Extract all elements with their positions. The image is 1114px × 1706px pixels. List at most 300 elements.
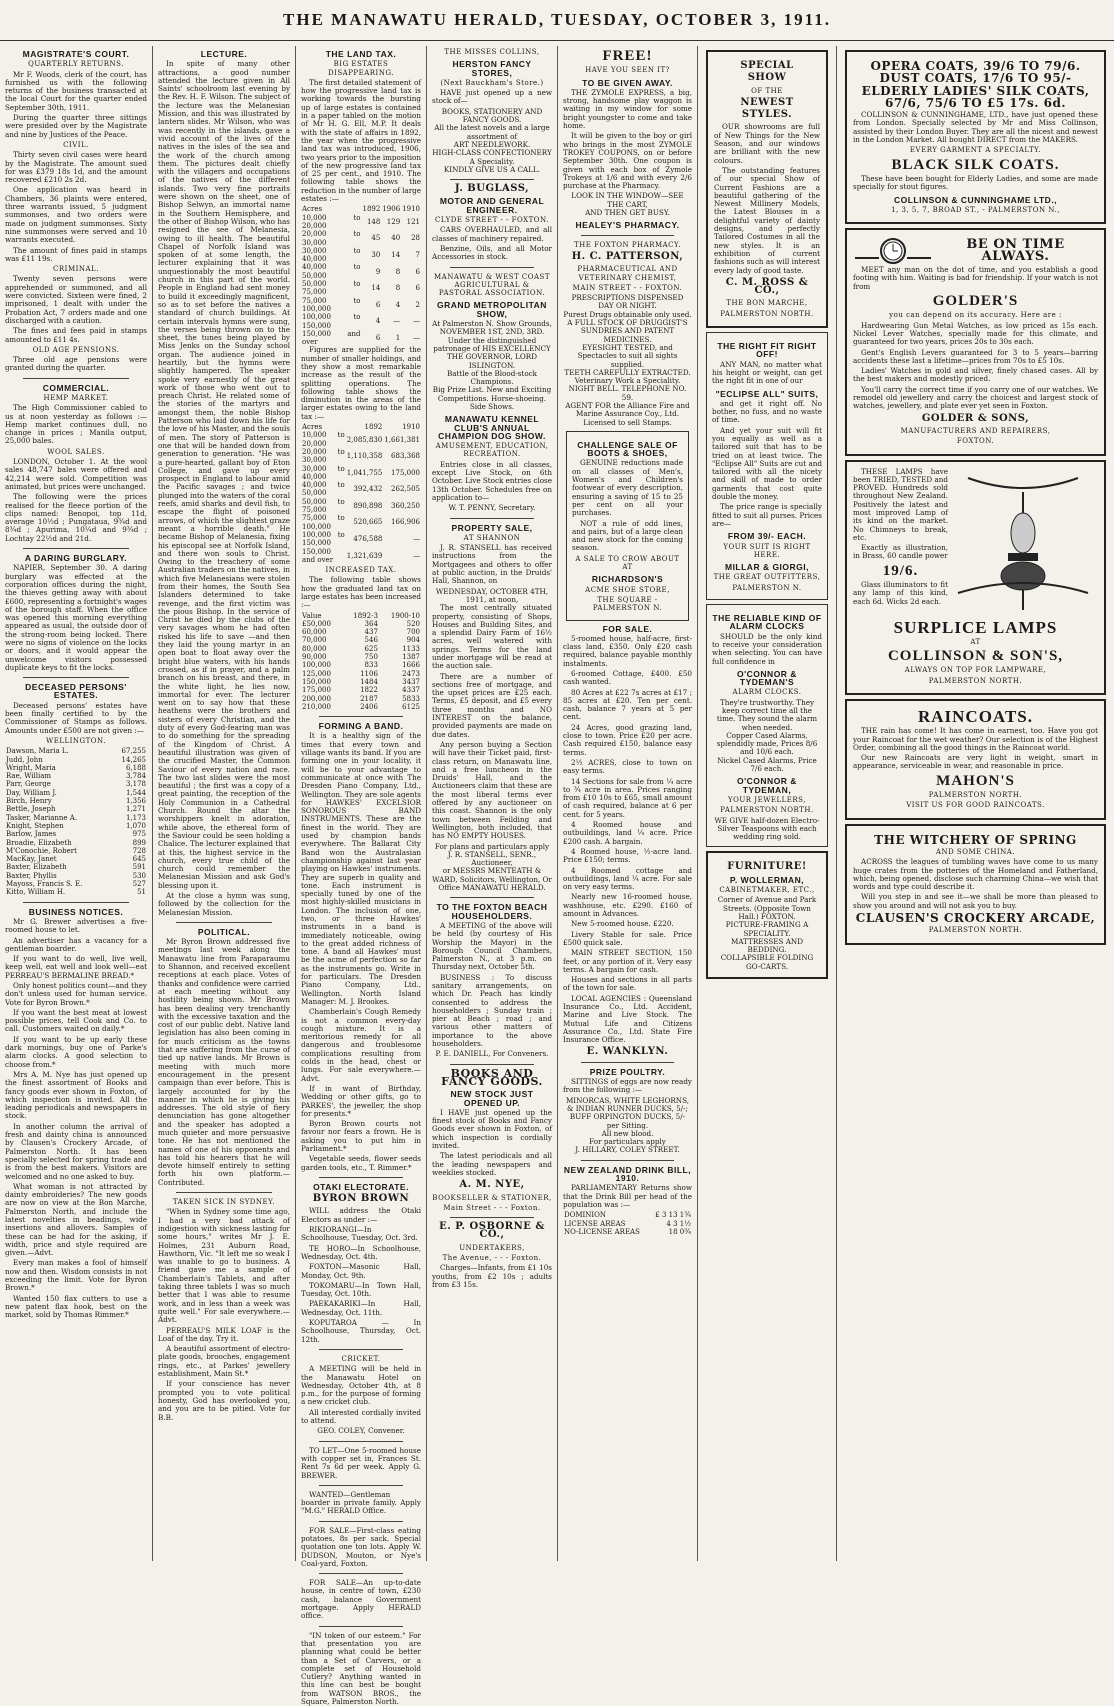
ad-line: AT: [970, 637, 981, 646]
table-header-cell: Acres: [302, 205, 323, 214]
paragraph: Wanted 150 flax cutters to use a new patent flax hook, best on the market, sold by Thomas Rimmer.*: [5, 1293, 147, 1320]
table-cell: Barlow, James: [6, 830, 57, 839]
ad-title: ALWAYS.: [981, 249, 1050, 265]
table-cell: 10,000 to 20,000: [302, 431, 345, 448]
table-cell: 2187: [360, 694, 378, 703]
table-cell: 200,000: [302, 694, 331, 703]
table-cell: 437: [364, 628, 378, 637]
table-cell: 14: [391, 250, 401, 259]
paragraph: Hardwearing Gun Metal Watches, as low priced as 15s each. Nickel Lever Watches, specially made for this climate, and guaranteed for two years, prices 20s to 30s each.: [853, 320, 1098, 347]
divider: [23, 902, 129, 903]
paragraph: The first detailed statement of how the progressive land tax is working towards the bursting up of large estates is contained in a paper tabled on the motion of Mr H. G. Ell, M.P. It deals with the state of affairs in 1892, the year when the progressive land tax was introduced, 1906, two years prior to the imposition of the new progressive land tax of 25 per cent., and 1910. The following table shows the reduction in the number of large estates :—: [301, 77, 421, 204]
table-cell: 520: [406, 619, 420, 628]
paragraph: Gent's English Levers guaranteed for 3 to 5 years—barring accidents these last a lifetime—prices from 70s to £5 10s.: [853, 347, 1098, 365]
headline: BUSINESS NOTICES.: [28, 906, 124, 917]
table-cell: 1,041,755: [346, 468, 383, 477]
table-row: [5, 756, 147, 764]
masthead: THE MANAWATU HERALD, TUESDAY, OCTOBER 3, 1911.: [0, 0, 1114, 41]
table-cell: 9: [375, 267, 381, 276]
ad-line: you can depend on its accuracy. Here are :: [889, 311, 1062, 320]
table-row: [301, 645, 421, 653]
table-header-row: [301, 423, 421, 431]
table-header-cell: 1892-3: [353, 611, 378, 620]
paragraph: Entries close in all classes, except Live Stock, on 6th October. Live Stock entries close 13th October. Schedules free on application to—: [432, 459, 553, 502]
ad-signature: C. M. ROSS & CO.,: [725, 276, 809, 297]
divider: [319, 1485, 403, 1486]
headline: LECTURE.: [200, 49, 248, 59]
table-cell: Knight, Stephen: [6, 821, 64, 830]
table-cell: —: [413, 535, 420, 544]
table-row: [301, 330, 421, 347]
ad-line: TEETH CAREFULLY EXTRACTED.: [564, 367, 691, 377]
table-row: [301, 531, 421, 548]
ad-title: OF THE: [751, 86, 783, 95]
table-cell: 1,110,358: [346, 452, 383, 461]
ad-box-opera-coats: [845, 50, 1106, 224]
ad-line: All the latest novels and a large assortment of: [434, 123, 550, 141]
table-cell: 40,000 to 50,000: [302, 263, 361, 280]
divider: [450, 179, 534, 180]
table-cell: 4: [395, 300, 401, 309]
table-cell: 6: [415, 267, 420, 276]
table-cell: 1484: [360, 677, 378, 686]
ad-subtitle: THE GREAT OUTFITTERS,: [713, 573, 821, 582]
ad-title: A. M. NYE,: [459, 1179, 525, 1191]
table-cell: 2473: [402, 669, 420, 678]
ad-box-challenge-sale: [566, 431, 689, 621]
table-cell: Parr, George: [6, 780, 51, 789]
ad-title: STYLES.: [741, 109, 793, 121]
table-row: [301, 653, 421, 661]
ad-line: LOOK IN THE WINDOW—SEE THE CART,: [571, 191, 684, 209]
paragraph: and get it right off. No bother, no fuss, and no waste of time.: [712, 398, 822, 425]
signature: GEO. COLEY, Convener.: [317, 1426, 405, 1436]
ad-title: MANAWATU & WEST COAST AGRICULTURAL & PASTORAL ASSOCIATION.: [434, 272, 550, 298]
table-row: [5, 855, 147, 863]
divider: [450, 897, 534, 898]
ad-address: The Avenue, - - - Foxton.: [442, 1254, 542, 1262]
table-row: [301, 695, 421, 703]
subheading: WELLINGTON.: [46, 736, 106, 745]
table-row: [301, 481, 421, 498]
ad-line: A FULL STOCK OF DRUGGIST'S SUNDRIES AND PATENT MEDICINES.: [567, 318, 688, 344]
price: 19/6.: [882, 562, 919, 579]
table-cell: 728: [132, 846, 146, 855]
table-row: [301, 620, 421, 628]
divider: [319, 1626, 403, 1627]
table-cell: 262,505: [391, 485, 420, 494]
table-cell: 20,000 to 30,000: [302, 447, 345, 465]
table-cell: —: [413, 333, 420, 342]
table-row: [301, 514, 421, 531]
headline: THE LAND TAX.: [325, 49, 397, 59]
list-item: TOKOMARU—In Town Hall, Tuesday, Oct. 10th.: [301, 1280, 421, 1299]
table-row: [5, 847, 147, 855]
estates-area-table: [301, 423, 421, 564]
paragraph: COLLINSON & CUNNINGHAME, LTD., have just opened these from London. Specially selected by Mr and Miss Collinson, assisted by their London Buyer. They are all the nicest and newest in the London Market. All bought DIRECT from the MAKERS.: [853, 110, 1098, 145]
table-cell: 750: [364, 653, 378, 662]
paragraph: THESE LAMPS have been TRIED, TESTED and PROVED. Hundreds sold throughout New Zealand. Positively the latest and most improved Lamp of its kind on the market. No Chimneys to break, etc.: [853, 466, 948, 542]
divider: [319, 1177, 403, 1178]
table-row: [5, 747, 147, 755]
ad-box-witchery-of-spring: [845, 824, 1106, 945]
table-row: [301, 548, 421, 565]
ad-line: HIGH-CLASS CONFECTIONERY: [432, 148, 552, 158]
paragraph: In spite of many other attractions, a good number attended the lecture given in All Saints' schoolroom last evening by the Rev. H. F. Wilson. The subject of the lecture was the Melanesian Mission, and this was illustrated by lantern slides. Mr Wilson, who was was recently in the islands, gave a vivid account of the lives of the natives in the isles of the sea and the work of the church among them. The pictures dealt chiefly with the villagers and occupations of the natives of the different islands. Two very fine portraits were shown on the sheet, one of Bishop Selwyn, an immortal name in the Southern Hemisphere, and the other of Bishop Wilson, who has resigned the see of Melanesia, owing to ill health. The beautiful Chapel of Norfolk Island was spoken of at some length, the lecturer explaining that it was unquestionably the most beautiful church in this part of the world. People in England had sent money to build it exceedingly magnificent, so as to set before the natives a standard of church buildings. At certain intervals hymns were sung, the verses being thrown on to the sheet, the tunes being played by Miss Jenks on the Sunday school organ. The audience joined in heartily, but the hymns were slightly hampered. The speaker spoke very earnestly of the great work of those who went out to preach Christ. He related some of the stories of the martyrs and amongst them, the noble Bishop Patterson who laid down his life for the love of his Master, and the souls of men. The story of Patterson is one that will be handed down from generation to generation. "He was a pure-hearted, gallant boy of Eton College, and gave up every prospect in England to labour amid the Pacific savages ; and twice plunged into the waters of the coral reefs, amid sharks and devil fish, to escape the flight of poisoned arrows, of which the slightest graze meant a horrible death." He became Bishop of Melanesia, fixing his episcopal see at Norfolk Island, and there won souls to Christ. Owing to the treachery of some Australian traders on the natives, in which five Melanesians were stolen from their homes, the South Sea Islanders determined to take revenge, and the first victim was the pious Bishop. In the service of Christ he died by the clubs of the very savages whom he had often risked his life to save —and then they laid the young martyr in an open boat to float away over the bright blue waters, with his hands crossed, as if in prayer, and a palm branch on his breast, and there, in the white light, he lies now, immortal for ever. The lecturer went on to say how that these heathens were the brothers and sisters of every Christian, and the duty of every God-fearing man was to do something for the spreading of the Kingdom of Christ. A beautiful illustration was given of the crucified Master, the Common Saviour of every nation and race. The two last slides were the most beautiful ; the first was a copy of a great painting, the reception of the Holy Communion in a Cathedral Church. Round the altar the worshippers knelt in adoration, while above, the ethereal form of the Saviour could be seen holding a Chalice. The lecturer explained that at this, the highest service in the church, every true child of the church could remember the Melanesian Mission and ask God's blessing upon it.: [158, 59, 290, 890]
paragraph: The latest periodicals and all the leading newspapers and weeklies stocked.: [432, 1151, 552, 1177]
table-cell: 527: [132, 880, 146, 889]
table-cell: Bettle, Joseph: [6, 805, 56, 814]
ad-title: TO THE FOXTON BEACH HOUSEHOLDERS.: [436, 902, 548, 921]
ad-subtitle: TO BE GIVEN AWAY.: [582, 77, 673, 88]
paragraph: NOT a rule of odd lines, and pairs, but of a large clean and new stock for the coming season.: [572, 518, 683, 553]
ad-line: "ECLIPSE ALL" SUITS,: [715, 388, 819, 399]
drink-bill-table: [563, 1211, 692, 1236]
ad-title: THE FOXTON PHARMACY.: [574, 240, 681, 249]
ad-title: BOOKS AND FANCY GOODS.: [441, 1066, 543, 1088]
table-cell: 530: [132, 871, 146, 880]
paragraph: Deceased persons' estates have been finally certified to by the Commissioner of Stamps as follows. Amounts under £500 are not given :—: [5, 700, 147, 735]
signature: J. HILLARY, COLEY STREET.: [575, 1145, 680, 1155]
table-cell: 50,000 to 75,000: [302, 497, 345, 515]
table-cell: 30,000 to 40,000: [302, 464, 345, 481]
ad-title: BE ON TIME: [966, 236, 1065, 252]
table-cell: 70,000: [302, 636, 327, 645]
table-cell: NO-LICENSE AREAS: [564, 1227, 640, 1236]
table-cell: 100,000 to 150,000: [302, 530, 345, 548]
paragraph: It will be given to the boy or girl who brings in the most ZYMOLE TROKEY COUPONS, on or before September 30th. One coupon is given with each box of Zymole Trokeys at 1/6 and with every 2/6 purchase at the Pharmacy.: [563, 131, 692, 191]
headline: OTAKI ELECTORATE.: [313, 1181, 409, 1192]
ad-title: FURNITURE!: [727, 861, 807, 873]
table-cell: Wright, Maria: [6, 763, 56, 772]
ad-title: SURPLICE LAMPS: [893, 617, 1058, 637]
list-item: FOXTON—Masonic Hall, Monday, Oct. 9th.: [301, 1262, 421, 1280]
ad-title: O'CONNOR & TYDEMAN'S: [737, 668, 797, 688]
divider: [176, 1192, 272, 1193]
ad-subtitle: AT SHANNON: [463, 533, 521, 542]
paragraph: Mr G. Brewer advertises a five-roomed house to let.: [5, 916, 147, 935]
divider: [176, 922, 272, 923]
classified-ad: TO LET—One 5-roomed house with copper set in, Frances St. Rent 7s 6d per week. Apply G. BREWER.: [301, 1445, 421, 1480]
classified-ad: FOR SALE—An up-to-date house, in centre of town, £230 cash, balance Government mortgage. Apply HERALD office.: [301, 1578, 421, 1621]
table-row: [301, 230, 421, 247]
table-row: [5, 780, 147, 788]
list-item: RIKIORANGI—In Schoolhouse, Tuesday, Oct. 3rd.: [301, 1225, 418, 1243]
table-cell: Judd, John: [6, 755, 43, 764]
list-item: 6-roomed Cottage, £400. £50 cash wanted.: [563, 669, 692, 687]
table-cell: —: [413, 551, 420, 560]
lamp-ad-text: [853, 468, 948, 618]
ad-box-surplice-lamps: [845, 460, 1106, 695]
table-cell: 14,265: [121, 755, 146, 764]
ad-line: Purest Drugs obtainable only used.: [563, 309, 692, 319]
ad-signature: CLAUSEN'S CROCKERY ARCADE,: [855, 911, 1096, 926]
table-row: [5, 772, 147, 780]
table-row: [5, 822, 147, 830]
paragraph: You'll carry the correct time if you carry one of our watches. We remodel old jewellery and carry the choicest and largest stock of watches, jewellery, and plate ever yet seen in Foxton.: [853, 384, 1098, 411]
paragraph: A MEETING of the above will be held (by courtesy of His Worship the Mayor) in the Borough Council Chambers, Palmerston N., at 3 p.m. on Thursday next, October 5th.: [432, 920, 552, 972]
table-header-cell: 1910: [402, 205, 420, 214]
ad-subtitle: ACME SHOE STORE,: [585, 585, 670, 594]
list-item: New 5-roomed house. £220.: [571, 919, 674, 929]
list-item: 80 Acres at £22 7s acres at £17 ; 85 acres at £20. Ten per cent. cash, balance 7 years at 5 per cent.: [563, 687, 692, 722]
table-cell: 3,178: [125, 780, 146, 789]
divider: [581, 1062, 674, 1063]
table-row: [301, 636, 421, 644]
ad-line: PRESCRIPTIONS DISPENSED DAY OR NIGHT.: [571, 293, 684, 311]
ad-box-alarm-clocks: [706, 604, 828, 847]
ad-signature: COLLINSON & SON'S,: [887, 648, 1064, 665]
signature: J. R. STANSELL, SENR., Auctioneer,: [447, 849, 537, 868]
table-row: [301, 670, 421, 678]
table-cell: DOMINION: [564, 1211, 607, 1220]
ad-line: MINORCAS, WHITE LEGHORNS, & INDIAN RUNNER DUCKS, 5/-; BUFF ORPINGTON DUCKS, 5/- per Sitting.: [565, 1095, 690, 1130]
paragraph: In another column the arrival of fresh and dainty china is announced by Clausen's Crockery Arcade, of Palmerston North. It has been specially selected for spring trade and is from the best makers. Visitors are welcomed and no one asked to buy.: [5, 1121, 147, 1181]
ad-subtitle: BOOKSELLER & STATIONER,: [432, 1193, 552, 1202]
table-cell: 1822: [360, 686, 378, 695]
ad-subtitle: AMUSEMENT, EDUCATION, RECREATION.: [435, 442, 549, 459]
table-cell: 1387: [402, 653, 420, 662]
table-cell: 40: [391, 234, 401, 243]
ad-subtitle: YOUR JEWELLERS,: [728, 795, 806, 804]
table-row: [301, 678, 421, 686]
ad-address: MAIN STREET - - FOXTON.: [572, 283, 683, 292]
ad-title: OPERA COATS, 39/6 TO 79/6.: [870, 59, 1081, 73]
ad-box-be-on-time: [845, 228, 1106, 455]
table-row: [301, 297, 421, 314]
table-cell: 50,000 to 75,000: [302, 280, 361, 297]
table-cell: 2,085,830: [346, 435, 383, 444]
table-cell: 360,250: [391, 501, 420, 510]
table-cell: 14: [371, 284, 381, 293]
ad-box-special-show: [706, 50, 828, 328]
paragraph: Chamberlain's Cough Remedy is not a common every-day cough mixture. It is a meritorious remedy for all dangerous and troublesome complications resulting from colds in the head, chest or lungs. For sale everywhere.—Advt.: [301, 1007, 421, 1083]
table-cell: Broadie, Elizabeth: [6, 838, 72, 847]
divider: [23, 378, 129, 379]
signature: P. E. DANIELL, For Conveners.: [435, 1049, 549, 1059]
ad-title: SHOW: [747, 72, 787, 84]
paragraph: If you want to be up early these dark mornings, buy one of Parke's alarm clocks. A good selection to choose from.*: [5, 1034, 147, 1069]
paragraph: Benzine, Oils, and all Motor Accessories in stock.: [432, 243, 552, 262]
table-cell: 591: [132, 863, 146, 872]
table-cell: 1,356: [125, 797, 146, 806]
paragraph: ANY MAN, no matter what his height or weight, can get the right fit in one of our: [712, 359, 822, 386]
table-header-row: [301, 612, 421, 620]
signature: W. T. PENNY, Secretary.: [448, 503, 536, 513]
ad-line: YOUR SUIT IS RIGHT HERE.: [723, 542, 811, 559]
table-header-cell: Value: [302, 611, 322, 620]
paragraph: If you want the best meat at lowest possible prices, tell Cook and Co. to call. Customers waited on daily.*: [5, 1007, 147, 1034]
paragraph: The High Commissioner cabled to us at noon yesterday as follows :—Hemp market continues dull, no change in prices ; Manila output, 25,000 bales.: [5, 403, 147, 446]
paragraph: LOCAL AGENCIES : Queensland Insurance Co., Ltd. Accident, Marine and Live Stock. The Mutual Life and Citizens Assurance Co., Ltd. State Fire Insurance Office.: [563, 993, 692, 1045]
ad-line: MATTRESSES AND BEDDING.: [731, 936, 803, 955]
table-cell: 833: [364, 661, 378, 670]
paragraph: Mrs A. M. Nye has just opened up the finest assortment of Books and fancy goods ever shown in Foxton, of which inspection is invited. All the leading periodicals and newspapers in stock.: [5, 1069, 147, 1121]
paragraph: The following table shows how the graduated land tax on large estates has been increased :—: [301, 575, 421, 610]
paragraph: OUR showrooms are full of New Things for the New Season, and our windows are brilliant with the new colours.: [714, 122, 820, 165]
headline: FORMING A BAND.: [318, 721, 404, 732]
ad-subtitle: CABINETMAKER, ETC.,: [719, 886, 815, 895]
table-cell: Tasker, Marianne A.: [6, 813, 78, 822]
estates-table: [5, 747, 147, 896]
table-cell: 210,000: [302, 702, 331, 711]
table-cell: 904: [406, 636, 420, 645]
table-cell: 100,000 to 150,000: [302, 313, 361, 330]
paragraph: If in want of Birthday, Wedding or other gifts, go to PARKES', the jeweller, the shop for presents.*: [301, 1083, 421, 1118]
signature: E. WANKLYN.: [586, 1046, 669, 1058]
table-cell: 6: [375, 333, 381, 342]
paragraph: PARLIAMENTARY Returns show that the Drink Bill per head of the population was :—: [563, 1183, 692, 1209]
table-row: [563, 1220, 692, 1228]
table-cell: 166,906: [391, 518, 420, 527]
sale-list: [563, 635, 692, 993]
ad-note: (Next Bauckham's Store.): [440, 78, 544, 87]
paragraph: Charges—Infants, from £1 10s youths, from £2 10s ; adults from £3 15s.: [432, 1263, 552, 1289]
ad-title: P. WOLLERMAN,: [729, 874, 805, 885]
column-4: [427, 46, 557, 1561]
table-cell: —: [393, 317, 401, 326]
ad-title: MANAWATU KENNEL CLUB'S ANNUAL CHAMPION DOG SHOW.: [438, 414, 546, 441]
ad-line: BOOKS, STATIONERY AND FANCY GOODS.: [441, 106, 543, 125]
table-row: [301, 498, 421, 515]
table-cell: 1,271: [125, 805, 146, 814]
table-cell: 90,000: [302, 653, 327, 662]
ad-line: For plans and particulars apply: [434, 841, 550, 851]
table-row: [5, 797, 147, 805]
list-item: Houses and sections in all parts of the town for sale.: [563, 975, 692, 993]
ad-line: AGENT FOR the Alliance Fire and Marine Assurance Coy., Ltd.: [565, 400, 690, 419]
ad-subtitle: PHARMACEUTICAL AND VETERINARY CHEMIST,: [577, 265, 678, 282]
ad-line: Nickel Cased Alarms, Price 7/6 each.: [717, 755, 817, 774]
paragraph: I HAVE just opened up the finest stock of Books and Fancy Goods ever shown in Foxton, of which inspection is cordially invited.: [432, 1107, 552, 1151]
ad-line: Corner of Avenue and Park Streets. (Opposite Town Hall.) FOXTON.: [717, 895, 817, 921]
paragraph: The fines and fees paid in stamps amounted to £11 4s.: [5, 326, 147, 344]
ad-subtitle: UNDERTAKERS,: [459, 1243, 525, 1252]
table-cell: 5833: [402, 694, 420, 703]
ad-title: H. C. PATTERSON,: [571, 250, 684, 262]
table-cell: 975: [132, 830, 146, 839]
table-cell: 6125: [402, 702, 420, 711]
ad-title: PROPERTY SALE,: [451, 522, 533, 533]
divider: [450, 267, 534, 268]
column-1: [0, 46, 152, 1561]
table-cell: 3437: [402, 677, 420, 686]
table-cell: 175,000: [302, 686, 331, 695]
paragraph: During the quarter three sittings were presided over by the Magistrate and nine by Justices of the Peace.: [5, 113, 147, 139]
table-cell: 392,432: [353, 485, 383, 494]
ad-line: Battle of the Blood-stock Champions.: [446, 368, 538, 387]
table-cell: 2: [415, 300, 420, 309]
table-cell: 1666: [402, 661, 420, 670]
table-cell: 1133: [402, 644, 420, 653]
table-cell: 129: [386, 217, 401, 226]
table-row: [563, 1211, 692, 1219]
table-cell: 4: [375, 317, 381, 326]
table-cell: 20,000 to 30,000: [302, 230, 361, 247]
paragraph: BUSINESS : To discuss sanitary arrangements, on which Dr. Peach has kindly consented to address the householders ; Sunday train ; pier at Beach ; road ; and various other matters of importance to the above householders.: [432, 972, 552, 1049]
table-row: [5, 872, 147, 880]
ad-title: THE RELIABLE KIND OF ALARM CLOCKS: [712, 613, 822, 632]
table-cell: 4 3 1½: [666, 1219, 691, 1228]
paragraph: Only honest politics count—and they don't unless used for human service. Vote for Byron Brown.*: [5, 980, 147, 1007]
table-cell: £50,000: [302, 619, 331, 628]
ad-box-furniture: [706, 851, 828, 979]
ad-address: 1, 3, 5, 7, BROAD ST., - PALMERSTON N.,: [891, 205, 1060, 214]
paragraph: Twenty seven persons were apprehended or summoned, and all were convicted. Sixteen were fined, 2 imprisoned, 1 dealt with under the Probation Act, 7 orders made and one discharged with a caution.: [5, 274, 147, 325]
table-row: [301, 313, 421, 330]
table-cell: 80,000: [302, 644, 327, 653]
table-row: [301, 703, 421, 711]
paragraph: LONDON, October 1. At the wool sales 48,747 bales were offered and 42,214 were sold. Competition was animated, but prices were unchanged.: [5, 457, 147, 491]
divider: [23, 548, 129, 549]
table-cell: LICENSE AREAS: [564, 1219, 626, 1228]
paragraph: Every man makes a fool of himself now and then. Wisdom consists in not exceeding the limit. Vote for Byron Brown.*: [5, 1258, 147, 1293]
table-cell: 8: [395, 284, 401, 293]
ad-box-right-fit: [706, 332, 828, 600]
table-row: [5, 863, 147, 871]
table-cell: 150,000: [302, 677, 331, 686]
paragraph: A beautiful assortment of electro-plate goods, brooches, engagement rings, etc., at Parkes' jewellery establishment, Main St.*: [158, 1344, 290, 1379]
paragraph: Ladies' Watches in gold and silver, finely chased cases. All by the best makers and modestly priced.: [853, 366, 1098, 384]
ad-signature: GOLDER & SONS,: [921, 412, 1030, 424]
headline: POLITICAL.: [197, 926, 251, 937]
paragraph: Figures are supplied for the number of smaller holdings, and they show a most remarkable increase as the result of the splitting operations. The following table shows the diminution in the areas of the larger estates owing to the land tax :—: [301, 345, 421, 421]
ad-box-raincoats: [845, 699, 1106, 820]
paragraph: GENUINE reductions made on all classes of Men's, Women's and Children's footwear of every description, ensuring a saving of 15 to 25 per cent on all your purchases.: [572, 458, 683, 518]
paragraph: One application was heard in Chambers, 36 plaints were entered, three warrants issued, 5 judgment summonses, and two orders were made on judgment summonses. Sixty nine summonses were served and 10 warrants executed.: [5, 185, 147, 245]
ad-line: PICTURE-FRAMING A SPECIALITY.: [725, 920, 809, 938]
ad-title: BYRON BROWN: [312, 1193, 410, 1205]
table-header-cell: Acres: [302, 423, 323, 432]
table-row: [5, 839, 147, 847]
classified-ad: FOR SALE—First-class eating potatoes, 8s per sack. Special quotation one ton lots. Apply W. DUDSON, Mouton, or Nye's Coal-yard, Foxton.: [301, 1525, 421, 1568]
divider: [581, 235, 674, 236]
ad-subtitle: MOTOR AND GENERAL ENGINEER.: [439, 196, 545, 215]
table-cell: 4337: [402, 686, 420, 695]
paragraph: Thirty seven civil cases were heard by the Magistrate. The amount sued for was £379 18s 1d, and the amount recovered £210 2s 2d.: [5, 150, 147, 185]
ad-address: PALMERSTON N.: [732, 583, 802, 592]
ad-title: THE MISSES COLLINS,: [444, 48, 540, 56]
table-cell: 1,661,381: [384, 435, 420, 444]
list-item: Nearly new 16-roomed house, washhouse, etc. £290. £160 of amount in Advances.: [563, 892, 692, 919]
ad-signature: O'CONNOR & TYDEMAN,: [737, 776, 797, 795]
table-cell: Day, William J.: [6, 788, 57, 797]
subheading: TAKEN SICK IN SYDNEY.: [172, 1198, 276, 1207]
ad-title: RAINCOATS.: [917, 706, 1033, 726]
table-cell: 7: [415, 250, 420, 259]
paragraph: There are a number of sections free of mortgage, and the upset prices are £25 each. Terms, £5 deposit, and £5 every three months and NO INTEREST on the balance, provided payments are made on due dates.: [432, 671, 552, 739]
table-cell: 476,588: [353, 535, 383, 544]
ad-signature: MAHON'S: [936, 772, 1015, 789]
ad-title: DUST COATS, 17/6 TO 95/-: [879, 71, 1072, 86]
divider: [319, 716, 403, 717]
meeting-list: [301, 1226, 421, 1344]
ad-title: J. BUGLASS,: [454, 183, 530, 195]
table-cell: MacKay, Janet: [6, 855, 57, 864]
table-cell: 121: [406, 217, 420, 226]
table-row: [301, 661, 421, 669]
table-cell: 150,000 and over: [302, 329, 361, 347]
ad-line: For particulars apply: [589, 1137, 666, 1147]
ad-address: CLYDE STREET - - FOXTON.: [435, 216, 549, 225]
ad-line: EVERY GARMENT A SPECIALTY.: [909, 146, 1042, 155]
ad-title: GOLDER'S: [932, 293, 1019, 310]
subheading: WOOL SALES.: [47, 447, 105, 456]
table-cell: 6: [375, 300, 381, 309]
ad-line: A SALE TO CROW ABOUT AT: [575, 554, 680, 572]
table-cell: 1,173: [125, 813, 146, 822]
ad-subtitle: NEW STOCK JUST OPENED UP.: [450, 1089, 534, 1108]
